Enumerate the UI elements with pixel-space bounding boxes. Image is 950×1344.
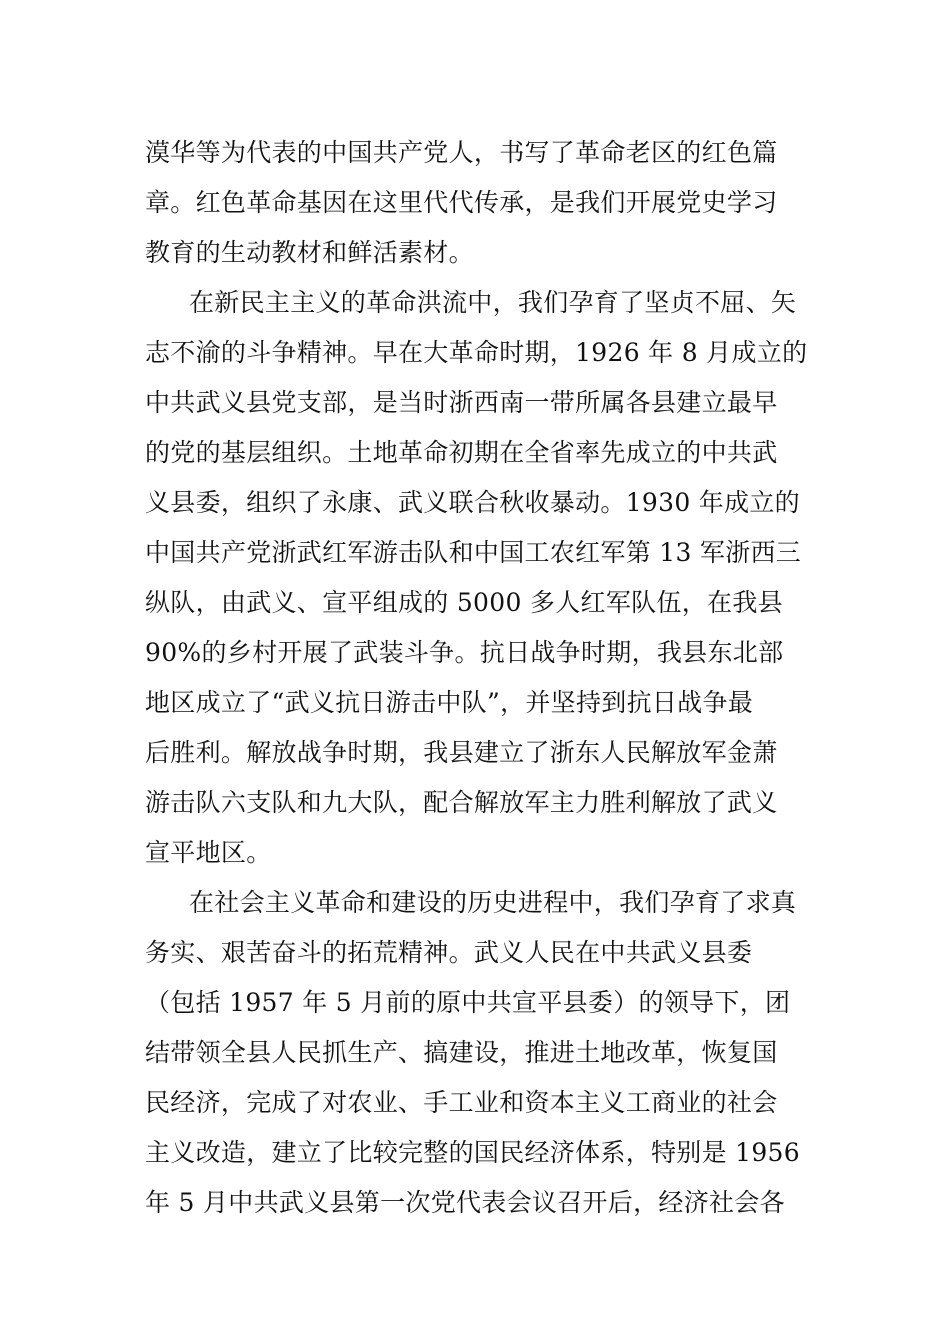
text-line: 地区成立了“武义抗日游击中队”，并坚持到抗日战争最 — [145, 688, 754, 717]
paragraph-3 — [145, 878, 810, 1228]
text-line: 中国共产党浙武红军游击队和中国工农红军第 13 军浙西三 — [145, 538, 802, 567]
text-line: 年 5 月中共武义县第一次党代表会议召开后，经济社会各 — [145, 1188, 785, 1217]
text-line: 游击队六支队和九大队，配合解放军主力胜利解放了武义 — [145, 788, 778, 817]
text-line: 结带领全县人民抓生产、搞建设，推进土地改革，恢复国 — [145, 1038, 778, 1067]
text-line: 的党的基层组织。土地革命初期在全省率先成立的中共武 — [145, 438, 778, 467]
text-line: 纵队，由武义、宣平组成的 5000 多人红军队伍，在我县 — [145, 588, 783, 617]
document-body — [145, 128, 810, 1228]
paragraph-2 — [145, 278, 810, 878]
text-line: 中共武义县党支部，是当时浙西南一带所属各县建立最早 — [145, 388, 778, 417]
text-line: 志不渝的斗争精神。早在大革命时期，1926 年 8 月成立的 — [145, 338, 808, 367]
text-line: 漠华等为代表的中国共产党人，书写了革命老区的红色篇 — [145, 138, 778, 167]
text-line: 义县委，组织了永康、武义联合秋收暴动。1930 年成立的 — [145, 488, 800, 517]
text-line: 主义改造，建立了比较完整的国民经济体系，特别是 1956 — [145, 1138, 800, 1167]
text-line: 后胜利。解放战争时期，我县建立了浙东人民解放军金萧 — [145, 738, 778, 767]
text-line: 在社会主义革命和建设的历史进程中，我们孕育了求真 — [189, 888, 797, 917]
text-line: 民经济，完成了对农业、手工业和资本主义工商业的社会 — [145, 1088, 778, 1117]
text-line: 在新民主主义的革命洪流中，我们孕育了坚贞不屈、矢 — [189, 288, 797, 317]
paragraph-1 — [145, 128, 810, 278]
text-line: （包括 1957 年 5 月前的原中共宣平县委）的领导下，团 — [145, 988, 791, 1017]
text-line: 务实、艰苦奋斗的拓荒精神。武义人民在中共武义县委 — [145, 938, 753, 967]
text-line: 教育的生动教材和鲜活素材。 — [145, 238, 474, 267]
text-line: 宣平地区。 — [145, 838, 272, 867]
text-line: 章。红色革命基因在这里代代传承，是我们开展党史学习 — [145, 188, 778, 217]
text-line: 90%的乡村开展了武装斗争。抗日战争时期，我县东北部 — [145, 638, 784, 667]
